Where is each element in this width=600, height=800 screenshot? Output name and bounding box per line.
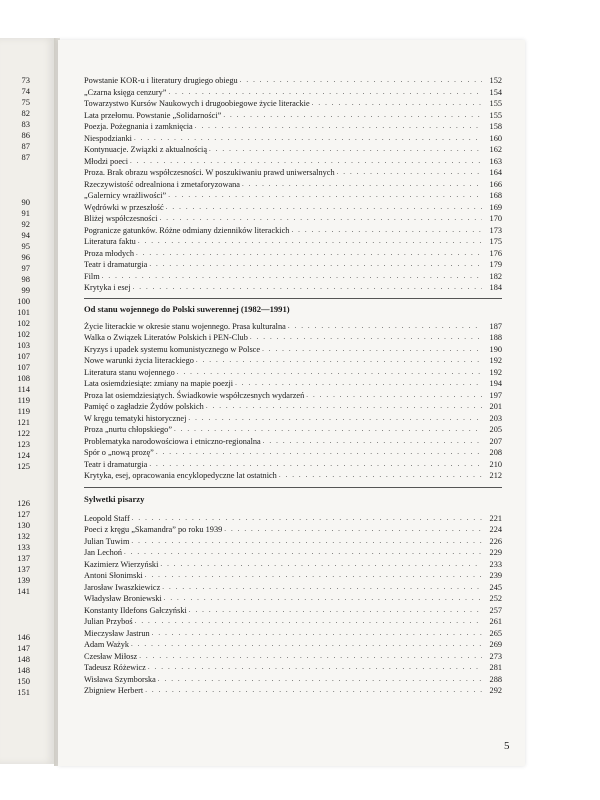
- left-page-number: 92: [21, 219, 30, 229]
- left-page-number: 148: [17, 654, 30, 664]
- toc-entry-page: 155: [489, 99, 502, 108]
- toc-entry-title: Bliżej współczesności: [84, 214, 158, 223]
- toc-entry: [84, 651, 502, 663]
- toc-entry: [84, 674, 502, 686]
- dot-leader: [148, 662, 482, 674]
- dot-leader: [240, 75, 482, 87]
- toc-entry-title: Tadeusz Różewicz: [84, 663, 146, 672]
- toc-entry-title: Proza. Brak obrazu współczesności. W poszukiwaniu prawd uniwersalnych: [84, 168, 335, 177]
- toc-entry: [84, 121, 502, 133]
- toc-entry: [84, 593, 502, 605]
- toc-entry-title: Nowe warunki życia literackiego: [84, 356, 194, 365]
- toc-entry-page: 194: [489, 379, 502, 388]
- toc-entry: [84, 536, 502, 548]
- left-page-number: 102: [17, 329, 30, 339]
- left-page-number: 122: [17, 428, 30, 438]
- toc-entry: [84, 332, 502, 344]
- toc-entry-title: „Czarna księga cenzury”: [84, 87, 167, 97]
- toc-entry-title: Kontynuacje. Związki z aktualnością: [84, 145, 208, 154]
- left-page-number: 130: [17, 520, 30, 530]
- toc-entry-page: 224: [489, 525, 502, 534]
- left-page-number: 119: [17, 395, 30, 405]
- left-page-number: 147: [17, 643, 30, 653]
- toc-entry-title: Życie literackie w okresie stanu wojennego. Prasa kulturalna: [84, 321, 286, 331]
- toc-entry-page: 281: [489, 663, 502, 672]
- toc-entry-page: 170: [489, 214, 502, 223]
- left-page-number: 73: [21, 75, 30, 85]
- left-page-number: 95: [21, 241, 30, 251]
- toc-entry-page: 201: [489, 402, 502, 411]
- toc-entry-title: Rzeczywistość odrealniona i zmetaforyzowana: [84, 179, 240, 189]
- toc-entry-title: Krytyka i esej: [84, 283, 131, 292]
- toc-entry-title: Spór o „nową prozę”: [84, 448, 154, 457]
- left-page-number: 141: [17, 586, 30, 596]
- dot-leader: [160, 213, 482, 225]
- toc-entry-title: Powstanie KOR-u i literatury drugiego obiegu: [84, 76, 238, 85]
- toc-entry: [84, 282, 502, 294]
- dot-leader: [152, 628, 482, 640]
- toc-entry: [84, 167, 502, 179]
- dot-leader: [145, 570, 482, 582]
- dot-leader: [279, 470, 482, 482]
- left-page-number: 96: [21, 252, 30, 262]
- dot-leader: [174, 424, 482, 436]
- dot-leader: [124, 547, 482, 559]
- dot-leader: [160, 559, 482, 571]
- toc-entry: [84, 470, 502, 482]
- dot-leader: [188, 413, 482, 425]
- toc-entry: [84, 236, 502, 248]
- toc-entry-title: Wisława Szymborska: [84, 674, 156, 684]
- toc-entry-title: „Galernicy wrażliwości”: [84, 191, 167, 200]
- toc-entry-title: Czesław Miłosz: [84, 651, 138, 661]
- toc-entry-title: Pamięć o zagładzie Żydów polskich: [84, 402, 204, 411]
- dot-leader: [263, 436, 482, 448]
- left-page-number: 98: [21, 274, 30, 284]
- toc-entry: [84, 110, 502, 122]
- toc-entry-page: 162: [489, 145, 502, 154]
- left-page-number: 146: [17, 632, 30, 642]
- toc-entry: [84, 459, 502, 471]
- toc-entry-page: 155: [489, 110, 502, 120]
- toc-entry: [84, 524, 502, 536]
- toc-entry-page: 169: [489, 202, 502, 212]
- left-page-number: 151: [17, 687, 30, 697]
- toc-entry-page: 221: [489, 513, 502, 523]
- dot-leader: [156, 447, 482, 459]
- toc-entry-page: 273: [489, 651, 502, 661]
- toc-entry: [84, 144, 502, 156]
- dot-leader: [164, 593, 482, 605]
- toc-entry-page: 164: [489, 168, 502, 177]
- toc-entry-title: Niespodzianki: [84, 133, 132, 143]
- toc-entry-page: 176: [489, 248, 502, 258]
- toc-entry: [84, 616, 502, 628]
- toc-entry: [84, 156, 502, 168]
- toc-entry-title: Problematyka narodowościowa i etniczno-regionalna: [84, 436, 261, 446]
- toc-entry-page: 207: [489, 436, 502, 446]
- toc-entry: [84, 344, 502, 356]
- dot-leader: [139, 651, 482, 663]
- left-page-number: 103: [17, 340, 30, 350]
- toc-entry-title: Konstanty Ildefons Gałczyński: [84, 605, 187, 615]
- toc-entry-page: 229: [489, 548, 502, 557]
- dot-leader: [209, 144, 482, 156]
- toc-entry-title: Adam Ważyk: [84, 640, 130, 649]
- left-page-number: 148: [17, 665, 30, 675]
- toc-entry-title: Jarosław Iwaszkiewicz: [84, 582, 161, 592]
- toc-entry: [84, 559, 502, 571]
- dot-leader: [195, 121, 482, 133]
- left-page-number: 127: [17, 509, 30, 519]
- toc-entry: [84, 87, 502, 99]
- toc-entry-title: W kręgu tematyki historycznej: [84, 413, 187, 423]
- toc-entry-page: 192: [489, 356, 502, 365]
- section-separator: [84, 298, 502, 299]
- toc-entry-title: Proza „nurtu chłopskiego”: [84, 425, 173, 434]
- toc-entry-page: 257: [489, 605, 502, 615]
- toc-entry: [84, 390, 502, 402]
- toc-entry-page: 190: [489, 344, 502, 354]
- toc-entry-page: 158: [489, 122, 502, 131]
- right-page: [58, 40, 525, 766]
- toc-entry-title: Towarzystwo Kursów Naukowych i drugoobiegowe życie literackie: [84, 99, 310, 108]
- dot-leader: [168, 190, 482, 202]
- toc-entry: [84, 628, 502, 640]
- section-separator: [84, 487, 502, 488]
- toc-entry-page: 208: [489, 448, 502, 457]
- toc-entry-page: 160: [489, 133, 502, 143]
- toc-entry-page: 288: [489, 674, 502, 684]
- left-page-number: 87: [21, 152, 30, 162]
- toc-entry-title: Kryzys i upadek systemu komunistycznego w Polsce: [84, 344, 261, 354]
- toc-entry: [84, 98, 502, 110]
- toc-entry-page: 210: [489, 459, 502, 469]
- dot-leader: [168, 87, 482, 99]
- toc-entry-page: 192: [489, 367, 502, 377]
- toc-entry-page: 265: [489, 628, 502, 638]
- toc-entry-page: 168: [489, 191, 502, 200]
- page-number: 5: [504, 740, 510, 752]
- toc-entry-title: Literatura faktu: [84, 237, 136, 246]
- toc-entry: [84, 271, 502, 283]
- section-heading: Sylwetki pisarzy: [84, 493, 145, 504]
- dot-leader: [291, 225, 482, 237]
- toc-entry-title: Julian Tuwim: [84, 536, 130, 546]
- toc-entry: [84, 225, 502, 237]
- toc-entry-page: 203: [489, 413, 502, 423]
- toc-entry-page: 212: [489, 471, 502, 480]
- toc-entry-title: Julian Przyboś: [84, 617, 133, 626]
- toc-entry-title: Literatura stanu wojennego: [84, 367, 175, 377]
- left-page-number: 90: [21, 197, 30, 207]
- toc-entry-title: Teatr i dramaturgia: [84, 260, 148, 269]
- dot-leader: [196, 355, 482, 367]
- left-page-number: 74: [21, 86, 30, 96]
- toc-entry: [84, 133, 502, 145]
- toc-entry-page: 175: [489, 237, 502, 246]
- dot-leader: [149, 459, 482, 471]
- toc-entry: [84, 436, 502, 448]
- toc-entry-title: Poezja. Pożegnania i zamknięcia: [84, 122, 193, 131]
- toc-entry: [84, 259, 502, 271]
- toc-entry: [84, 401, 502, 413]
- toc-entry-page: 292: [489, 686, 502, 695]
- toc-entry-page: 184: [489, 283, 502, 292]
- dot-leader: [102, 271, 482, 283]
- toc-entry: [84, 413, 502, 425]
- toc-entry-title: Mieczysław Jastrun: [84, 628, 150, 638]
- dot-leader: [136, 248, 482, 260]
- left-page-number: 125: [17, 461, 30, 471]
- dot-leader: [145, 685, 482, 697]
- toc-entry-page: 252: [489, 594, 502, 603]
- toc-entry: [84, 685, 502, 697]
- toc-entry-page: 154: [489, 87, 502, 97]
- toc-entry-title: Jan Lechoń: [84, 548, 123, 557]
- toc-entry: [84, 582, 502, 594]
- left-page-number: 150: [17, 676, 30, 686]
- toc-entry: [84, 321, 502, 333]
- dot-leader: [149, 259, 482, 271]
- left-page-number: 91: [21, 208, 30, 218]
- toc-entry-title: Poeci z kręgu „Skamandra” po roku 1939: [84, 525, 223, 534]
- toc-entry-title: Krytyka, esej, opracowania encyklopedyczne lat ostatnich: [84, 471, 277, 480]
- dot-leader: [166, 202, 482, 214]
- toc-entry: [84, 367, 502, 379]
- toc-entry-title: Leopold Staff: [84, 513, 130, 523]
- dot-leader: [206, 401, 482, 413]
- toc-entry-page: 152: [489, 76, 502, 85]
- toc-entry: [84, 513, 502, 525]
- dot-leader: [138, 236, 482, 248]
- toc-entry-title: Proza młodych: [84, 248, 135, 258]
- left-page-number: 102: [17, 318, 30, 328]
- toc-entry-page: 239: [489, 571, 502, 580]
- toc-entry-title: Antoni Słonimski: [84, 571, 143, 580]
- left-page-number: 83: [21, 119, 30, 129]
- left-page-number: 139: [17, 575, 30, 585]
- toc-entry: [84, 639, 502, 651]
- toc-entry-page: 233: [489, 559, 502, 569]
- toc-entry-title: Wędrówki w przeszłość: [84, 202, 164, 212]
- left-page-number: 137: [17, 564, 30, 574]
- toc-entry: [84, 662, 502, 674]
- dot-leader: [262, 344, 482, 356]
- left-page-number: 107: [17, 351, 30, 361]
- left-page-number: 119: [17, 406, 30, 416]
- dot-leader: [158, 674, 482, 686]
- toc-entry-page: 179: [489, 260, 502, 269]
- toc-entry-page: 197: [489, 390, 502, 400]
- toc-entry-page: 166: [489, 179, 502, 189]
- toc-entry: [84, 570, 502, 582]
- left-page-number: 114: [17, 384, 30, 394]
- left-page-number: 86: [21, 130, 30, 140]
- left-page-number: 87: [21, 141, 30, 151]
- dot-leader: [306, 390, 482, 402]
- dot-leader: [223, 110, 482, 122]
- left-page-number: 100: [17, 296, 30, 306]
- dot-leader: [312, 98, 482, 110]
- toc-entry: [84, 378, 502, 390]
- toc-entry-title: Film: [84, 271, 100, 281]
- dot-leader: [134, 133, 482, 145]
- toc-entry: [84, 547, 502, 559]
- toc-entry-title: Zbigniew Herbert: [84, 686, 144, 695]
- dot-leader: [162, 582, 482, 594]
- toc-entry-page: 245: [489, 582, 502, 592]
- left-page-number: 123: [17, 439, 30, 449]
- toc-entry: [84, 202, 502, 214]
- dot-leader: [250, 332, 482, 344]
- left-page-number: 97: [21, 263, 30, 273]
- toc-entry-page: 226: [489, 536, 502, 546]
- toc-entry-page: 269: [489, 640, 502, 649]
- left-page-number: 75: [21, 97, 30, 107]
- toc-entry-page: 187: [489, 321, 502, 331]
- toc-entry: [84, 179, 502, 191]
- left-page: [0, 38, 56, 764]
- left-page-number: 101: [17, 307, 30, 317]
- toc-entry-title: Teatr i dramaturgia: [84, 459, 148, 469]
- toc-entry-page: 163: [489, 156, 502, 166]
- toc-entry-title: Kazimierz Wierzyński: [84, 559, 159, 569]
- dot-leader: [242, 179, 482, 191]
- toc-entry: [84, 447, 502, 459]
- toc-entry-page: 261: [489, 617, 502, 626]
- left-page-number: 94: [21, 230, 30, 240]
- toc-entry-page: 182: [489, 271, 502, 281]
- toc-entry: [84, 424, 502, 436]
- left-page-number: 108: [17, 373, 30, 383]
- toc-entry-page: 173: [489, 225, 502, 235]
- left-page-number: 121: [17, 417, 30, 427]
- dot-leader: [189, 605, 482, 617]
- toc-entry-title: Młodzi poeci: [84, 156, 129, 166]
- dot-leader: [130, 156, 482, 168]
- section-heading: Od stanu wojennego do Polski suwerennej (1982—1991): [84, 303, 290, 314]
- toc-entry: [84, 248, 502, 260]
- left-page-number: 133: [17, 542, 30, 552]
- toc-entry-title: Władysław Broniewski: [84, 594, 162, 603]
- left-page-number: 132: [17, 531, 30, 541]
- toc-entry: [84, 605, 502, 617]
- toc-entry: [84, 213, 502, 225]
- dot-leader: [135, 616, 482, 628]
- left-page-number: 99: [21, 285, 30, 295]
- dot-leader: [235, 378, 482, 390]
- left-page-number: 124: [17, 450, 30, 460]
- left-page-number: 137: [17, 553, 30, 563]
- left-page-number: 107: [17, 362, 30, 372]
- dot-leader: [224, 524, 482, 536]
- toc-entry-title: Pogranicze gatunków. Różne odmiany dzienników literackich: [84, 225, 290, 235]
- dot-leader: [177, 367, 482, 379]
- toc-entry: [84, 75, 502, 87]
- toc-entry-page: 188: [489, 333, 502, 342]
- toc-entry-title: Lata osiemdziesiąte: zmiany na mapie poezji: [84, 379, 234, 388]
- left-page-number: 126: [17, 498, 30, 508]
- dot-leader: [131, 639, 482, 651]
- dot-leader: [337, 167, 482, 179]
- dot-leader: [133, 282, 482, 294]
- dot-leader: [131, 536, 482, 548]
- toc-entry-page: 205: [489, 425, 502, 434]
- toc-entry-title: Walka o Związek Literatów Polskich i PEN-Club: [84, 333, 248, 342]
- toc-entry: [84, 355, 502, 367]
- toc-entry-title: Lata przełomu. Powstanie „Solidarności”: [84, 110, 222, 120]
- toc-entry: [84, 190, 502, 202]
- dot-leader: [132, 513, 482, 525]
- dot-leader: [288, 321, 482, 333]
- left-page-number: 82: [21, 108, 30, 118]
- toc-entry-title: Proza lat osiemdziesiątych. Świadkowie współczesnych wydarzeń: [84, 390, 305, 400]
